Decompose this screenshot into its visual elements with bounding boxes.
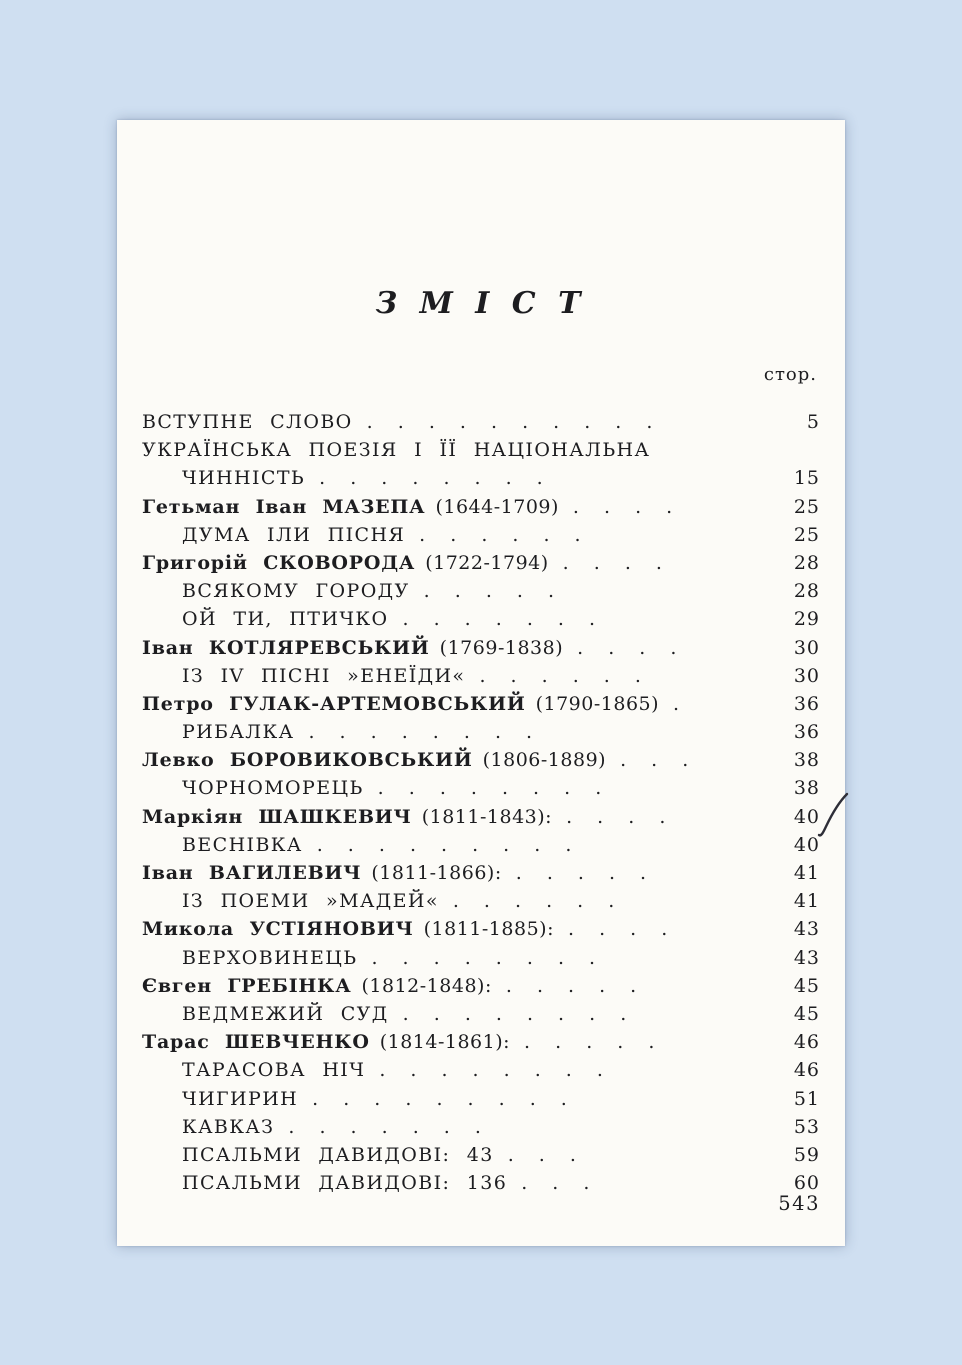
dot-leader: . . . . — [572, 495, 674, 518]
toc-entry-title: ТАРАСОВА НІЧ — [182, 1059, 366, 1082]
toc-entry-author: Петро ГУЛАК-АРТЕМОВСЬКИЙ — [142, 692, 526, 715]
toc-entry — [142, 493, 820, 521]
toc-entry-title: ЧИННІСТЬ — [182, 467, 306, 490]
toc-entry-dates: (1811-1866): — [371, 862, 502, 884]
toc-entry-page: 29 — [793, 608, 820, 631]
dot-leader: . . . . . . . . . — [316, 833, 573, 856]
toc-entry-author: Микола УСТІЯНОВИЧ — [142, 918, 414, 941]
toc-entry-title: ДУМА ІЛИ ПІСНЯ — [182, 523, 406, 546]
page-title: З М І С Т — [375, 286, 587, 321]
toc-entry-dates: (1769-1838) — [439, 636, 564, 659]
toc-entry-author: Євген ГРЕБІНКА — [142, 974, 352, 997]
dot-leader: . . . — [521, 1172, 591, 1195]
dot-leader: . . . . . . . . — [371, 946, 597, 969]
toc-entry — [142, 1028, 820, 1056]
toc-entry-author: Левко БОРОВИКОВСЬКИЙ — [142, 749, 473, 772]
dot-leader: . . . . . . . . . . — [366, 411, 654, 433]
toc-entry — [142, 746, 820, 774]
toc-entry-page: 45 — [793, 974, 820, 997]
toc-entry-dates: (1644-1709) — [435, 495, 559, 518]
dot-leader: . . . . — [567, 918, 669, 941]
toc-entry-author: Іван КОТЛЯРЕВСЬКИЙ — [142, 636, 430, 659]
toc-entry-title: ОЙ ТИ, ПТИЧКО — [182, 608, 389, 631]
toc-entry — [142, 436, 820, 464]
toc-entry — [142, 1113, 820, 1141]
dot-leader: . . . — [620, 749, 690, 772]
toc-entry-author: Тарас ШЕВЧЕНКО — [142, 1031, 370, 1054]
toc-entry-page: 53 — [793, 1115, 820, 1138]
toc-entry-dates: (1811-1885): — [423, 918, 554, 941]
dot-leader: . . . . . . . — [402, 608, 597, 631]
toc-entry-page: 30 — [793, 664, 820, 687]
toc-entry-page: 25 — [793, 495, 820, 518]
toc-entry-page: 51 — [793, 1087, 820, 1110]
toc-entry — [142, 634, 820, 662]
toc-entry-title: ЧИГИРИН — [182, 1087, 299, 1110]
toc-entry-author: Маркіян ШАШКЕВИЧ — [142, 805, 412, 828]
toc-entry — [142, 408, 820, 436]
toc-entry — [142, 972, 820, 1000]
toc-entry — [142, 831, 820, 859]
dot-leader: . . . . . — [423, 580, 556, 603]
toc-entry — [142, 521, 820, 549]
dot-leader: . . . . . — [505, 974, 638, 997]
book-page — [117, 120, 845, 1246]
toc-entry-page: 28 — [793, 580, 820, 603]
toc-entry-page: 36 — [793, 692, 820, 715]
dot-leader: . . . . . . . . — [402, 1002, 628, 1025]
dot-leader: . . . . — [562, 551, 663, 574]
toc-entry — [142, 662, 820, 690]
toc-entry-page: 43 — [793, 946, 820, 969]
toc-entry-title: ІЗ IV ПІСНІ »ЕНЕЇДИ« — [182, 664, 466, 687]
toc-entry-dates: (1722-1794) — [425, 551, 549, 574]
toc-entry-dates: (1790-1865) — [535, 692, 660, 715]
toc-entry-dates: (1814-1861): — [379, 1031, 511, 1054]
toc-entry-title: РИБАЛКА — [182, 721, 295, 744]
toc-entry-title: ЧОРНОМОРЕЦЬ — [182, 777, 364, 800]
pen-checkmark — [816, 791, 850, 839]
toc-entry — [142, 718, 820, 746]
dot-leader: . . . . . . . — [288, 1115, 482, 1138]
toc-entry — [142, 859, 820, 887]
toc-entry — [142, 577, 820, 605]
toc-entry — [142, 944, 820, 972]
toc-entry-page: 41 — [793, 862, 820, 884]
toc-entry — [142, 605, 820, 633]
folio-page-number: 543 — [778, 1192, 820, 1215]
toc-entry-page: 40 — [793, 805, 820, 828]
toc-entry-page: 38 — [793, 749, 820, 772]
toc-entry-page: 5 — [806, 411, 820, 433]
dot-leader: . . . . . — [515, 862, 648, 884]
toc-entry-page: 46 — [793, 1031, 820, 1054]
toc-entry-title: ПСАЛЬМИ ДАВИДОВІ: 136 — [182, 1172, 508, 1195]
page-column-header: стор. — [763, 364, 817, 385]
dot-leader: . . . . — [577, 636, 678, 659]
toc-entry-page: 41 — [793, 890, 820, 913]
toc-entry — [142, 803, 820, 831]
toc-entry-title: ВСЯКОМУ ГОРОДУ — [182, 580, 410, 603]
toc-entry-page: 43 — [793, 918, 820, 941]
dot-leader: . . . . . . . . — [308, 721, 534, 744]
dot-leader: . . . . — [566, 805, 667, 828]
toc-entry-page: 38 — [793, 777, 820, 800]
toc-entry-page: 25 — [793, 523, 820, 546]
toc-entry-author: Григорій СКОВОРОДА — [142, 551, 416, 574]
toc-entry-page: 60 — [793, 1172, 820, 1195]
toc-entry-title: ВЕДМЕЖИЙ СУД — [182, 1002, 389, 1025]
toc-entry-title: ВСТУПНЕ СЛОВО — [142, 411, 353, 433]
toc-entry-title: ПСАЛЬМИ ДАВИДОВІ: 43 — [182, 1143, 494, 1166]
toc-entry-title: УКРАЇНСЬКА ПОЕЗІЯ І ЇЇ НАЦІОНАЛЬНА — [142, 439, 651, 462]
toc-entry-dates: (1806-1889) — [482, 749, 607, 772]
toc-entry — [142, 464, 820, 492]
toc-entry-page: 30 — [793, 636, 820, 659]
toc-entry-page: 45 — [793, 1002, 820, 1025]
toc-entry — [142, 774, 820, 802]
toc-entry — [142, 887, 820, 915]
toc-entry-page: 15 — [793, 467, 820, 490]
toc-list — [142, 408, 820, 1197]
toc-entry — [142, 1085, 820, 1113]
dot-leader: . . . — [507, 1143, 577, 1166]
dot-leader: . . . . . . — [479, 664, 642, 687]
toc-entry-page: 59 — [793, 1143, 820, 1166]
dot-leader: . . . . . . . . — [377, 777, 603, 800]
toc-entry-page: 28 — [793, 551, 820, 574]
dot-leader: . . . . . . . . . — [312, 1087, 568, 1110]
toc-entry-title: ВЕСНІВКА — [182, 833, 303, 856]
toc-entry — [142, 549, 820, 577]
toc-entry — [142, 915, 820, 943]
dot-leader: . . . . . . — [452, 890, 616, 913]
toc-entry-dates: (1812-1848): — [361, 974, 492, 997]
dot-leader: . . . . . . . . — [319, 467, 544, 490]
toc-entry-page: 36 — [793, 721, 820, 744]
toc-entry-author: Гетьман Іван МАЗЕПА — [142, 495, 426, 518]
dot-leader: . . . . . . — [419, 523, 582, 546]
toc-entry-dates: (1811-1843): — [421, 805, 553, 828]
toc-entry — [142, 1169, 820, 1197]
dot-leader: . — [673, 692, 681, 715]
toc-entry-title: ІЗ ПОЕМИ »МАДЕЙ« — [182, 890, 439, 913]
toc-entry-title: КАВКАЗ — [182, 1115, 275, 1138]
toc-entry — [142, 1056, 820, 1084]
dot-leader: . . . . . . . . — [379, 1059, 604, 1082]
toc-entry — [142, 690, 820, 718]
toc-entry-page: 46 — [793, 1059, 820, 1082]
dot-leader: . . . . . — [524, 1031, 656, 1054]
toc-entry-title: ВЕРХОВИНЕЦЬ — [182, 946, 358, 969]
toc-entry — [142, 1141, 820, 1169]
toc-entry-page: 40 — [793, 833, 820, 856]
toc-entry-author: Іван ВАГИЛЕВИЧ — [142, 862, 362, 884]
toc-entry — [142, 1000, 820, 1028]
